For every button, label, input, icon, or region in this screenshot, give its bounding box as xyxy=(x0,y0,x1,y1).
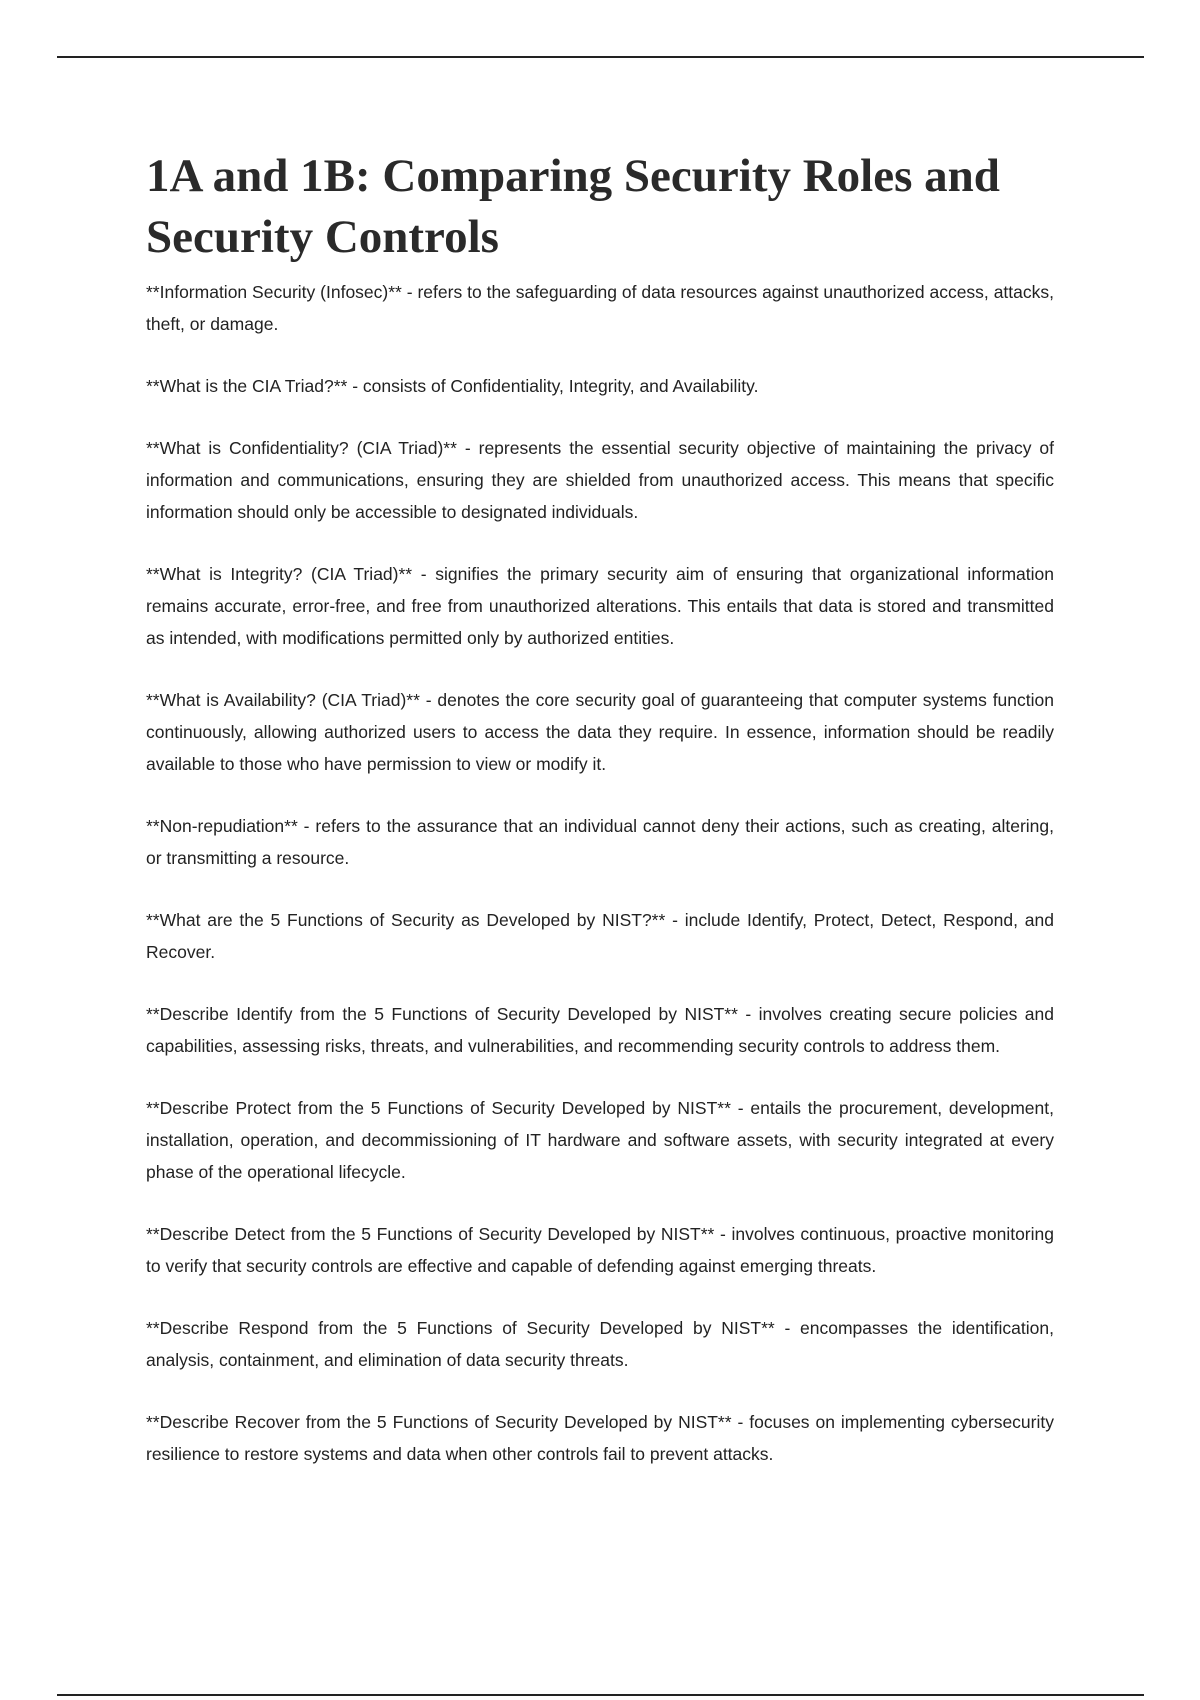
footer-rule xyxy=(57,1694,1144,1696)
paragraph-integrity: **What is Integrity? (CIA Triad)** - signifies the primary security aim of ensuring that organizational information remains accurate, error-free, and free from unauthorized alterations. This entails that data is stored and transmitted as intended, with modifications permitted only by authorized entities. xyxy=(146,564,1054,648)
page-title: 1A and 1B: Comparing Security Roles and Security Controls xyxy=(146,150,1000,263)
paragraph-nist-functions: **What are the 5 Functions of Security as Developed by NIST?** - include Identify, Protect, Detect, Respond, and Recover. xyxy=(146,910,1054,962)
document-body xyxy=(146,146,1054,1470)
paragraph-nist-recover: **Describe Recover from the 5 Functions of Security Developed by NIST** - focuses on implementing cybersecurity resilience to restore systems and data when other controls fail to prevent attacks. xyxy=(146,1412,1054,1464)
paragraph-non-repudiation: **Non-repudiation** - refers to the assurance that an individual cannot deny their actions, such as creating, altering, or transmitting a resource. xyxy=(146,816,1054,868)
paragraph-confidentiality: **What is Confidentiality? (CIA Triad)** - represents the essential security objective of maintaining the privacy of information and communications, ensuring they are shielded from unauthorized access. This means that specific information should only be accessible to designated individuals. xyxy=(146,438,1054,522)
paragraph-nist-identify: **Describe Identify from the 5 Functions of Security Developed by NIST** - involves creating secure policies and capabilities, assessing risks, threats, and vulnerabilities, and recommending security controls to address them. xyxy=(146,1004,1054,1056)
header-rule xyxy=(57,56,1144,58)
paragraph-nist-detect: **Describe Detect from the 5 Functions of Security Developed by NIST** - involves continuous, proactive monitoring to verify that security controls are effective and capable of defending against emerging threats. xyxy=(146,1224,1054,1276)
paragraph-cia-triad: **What is the CIA Triad?** - consists of Confidentiality, Integrity, and Availability. xyxy=(146,376,759,396)
paragraph-availability: **What is Availability? (CIA Triad)** - denotes the core security goal of guaranteeing that computer systems function continuously, allowing authorized users to access the data they require. In essence, information should be readily available to those who have permission to view or modify it. xyxy=(146,690,1054,774)
paragraph-infosec: **Information Security (Infosec)** - refers to the safeguarding of data resources against unauthorized access, attacks, theft, or damage. xyxy=(146,282,1054,334)
paragraph-nist-protect: **Describe Protect from the 5 Functions of Security Developed by NIST** - entails the procurement, development, installation, operation, and decommissioning of IT hardware and software assets, with security integrated at every phase of the operational lifecycle. xyxy=(146,1098,1054,1182)
title-spacer xyxy=(146,268,1054,276)
paragraph-nist-respond: **Describe Respond from the 5 Functions of Security Developed by NIST** - encompasses the identification, analysis, containment, and elimination of data security threats. xyxy=(146,1318,1054,1370)
